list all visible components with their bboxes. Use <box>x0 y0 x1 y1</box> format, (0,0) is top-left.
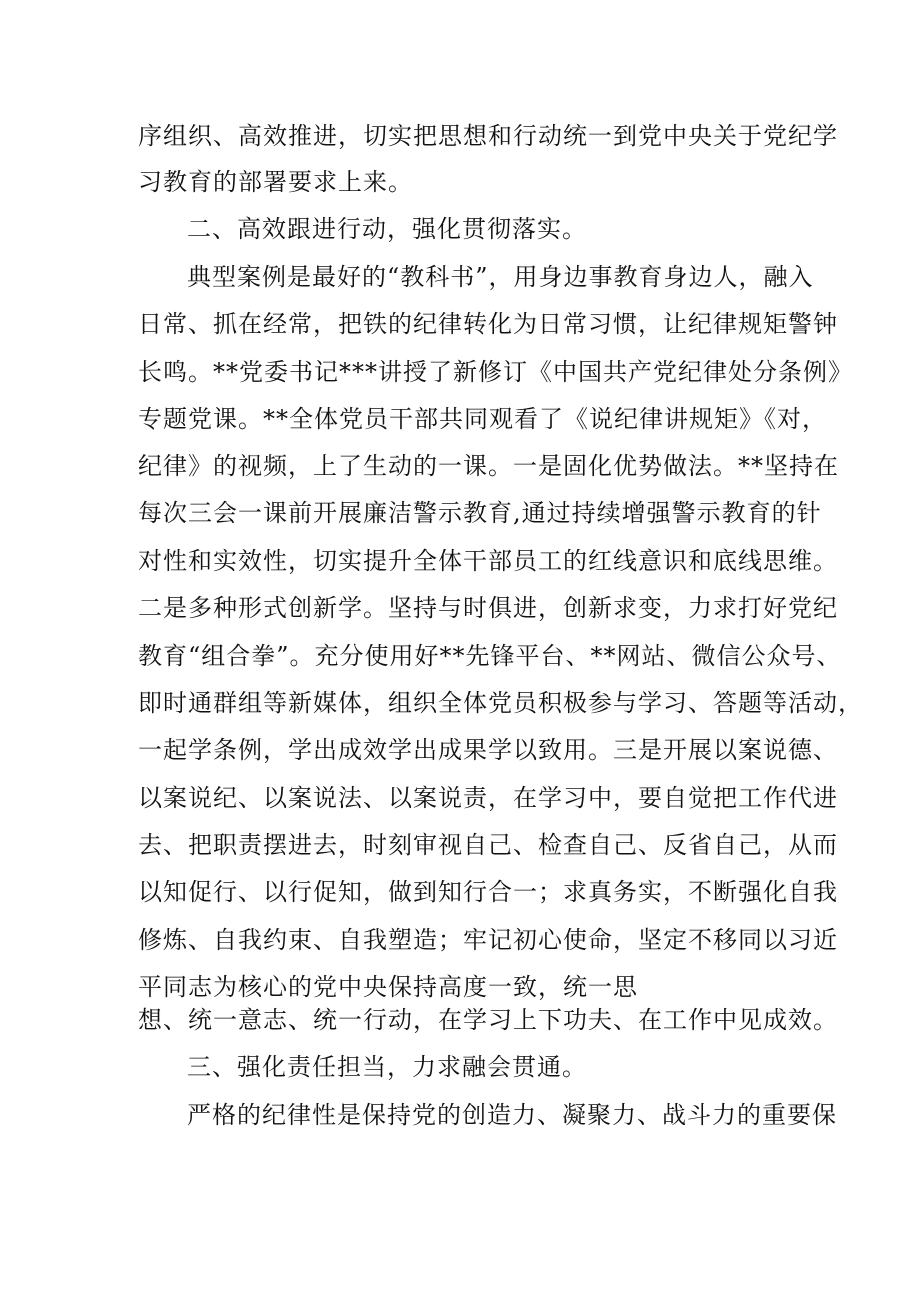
text-line: 专题党课。**全体党员干部共同观看了《说纪律讲规矩》《对， <box>138 405 827 433</box>
text-line: 一起学条例，学出成效学出成果学以致用。三是开展以案说德、 <box>138 736 838 764</box>
section-heading: 三、强化责任担当，力求融会贯通。 <box>187 1053 587 1081</box>
text-line: 以案说纪、以案说法、以案说责，在学习中，要自觉把工作代进 <box>138 784 838 812</box>
text-line: 教育“组合拳”。充分使用好**先锋平台、**网站、微信公众号、 <box>138 642 842 670</box>
section-heading: 二、高效跟进行动，强化贯彻落实。 <box>187 215 587 243</box>
text-line: 想、统一意志、统一行动，在学习上下功夫、在工作中见成效。 <box>138 1006 838 1034</box>
text-line: 对性和实效性，切实提升全体干部员工的红线意识和底线思维。 <box>138 547 838 575</box>
text-line: 每次三会一课前开展廉洁警示教育,通过持续增强警示教育的针 <box>138 499 822 527</box>
text-line: 二是多种形式创新学。坚持与时俱进，创新求变，力求打好党纪 <box>138 594 838 622</box>
text-line: 序组织、高效推进，切实把思想和行动统一到党中央关于党纪学 <box>138 122 838 150</box>
text-line: 严格的纪律性是保持党的创造力、凝聚力、战斗力的重要保 <box>187 1101 837 1129</box>
text-line: 修炼、自我约束、自我塑造；牢记初心使命，坚定不移同以习近 <box>138 926 838 954</box>
text-line: 去、把职责摆进去，时刻审视自己、检查自己、反省自己，从而 <box>138 831 838 859</box>
text-line: 平同志为核心的党中央保持高度一致，统一思 <box>138 973 638 1001</box>
text-line: 典型案例是最好的“教科书”，用身边事教育身边人，融入 <box>187 263 814 291</box>
text-line: 即时通群组等新媒体，组织全体党员积极参与学习、答题等活动， <box>138 689 863 717</box>
text-line: 习教育的部署要求上来。 <box>138 168 413 196</box>
text-line: 长鸣。**党委书记***讲授了新修订《中国共产党纪律处分条例》 <box>138 358 853 386</box>
text-line: 纪律》的视频，上了生动的一课。一是固化优势做法。**坚持在 <box>138 452 839 480</box>
text-line: 以知促行、以行促知，做到知行合一；求真务实，不断强化自我 <box>138 878 838 906</box>
text-line: 日常、抓在经常，把铁的纪律转化为日常习惯，让纪律规矩警钟 <box>138 310 838 338</box>
